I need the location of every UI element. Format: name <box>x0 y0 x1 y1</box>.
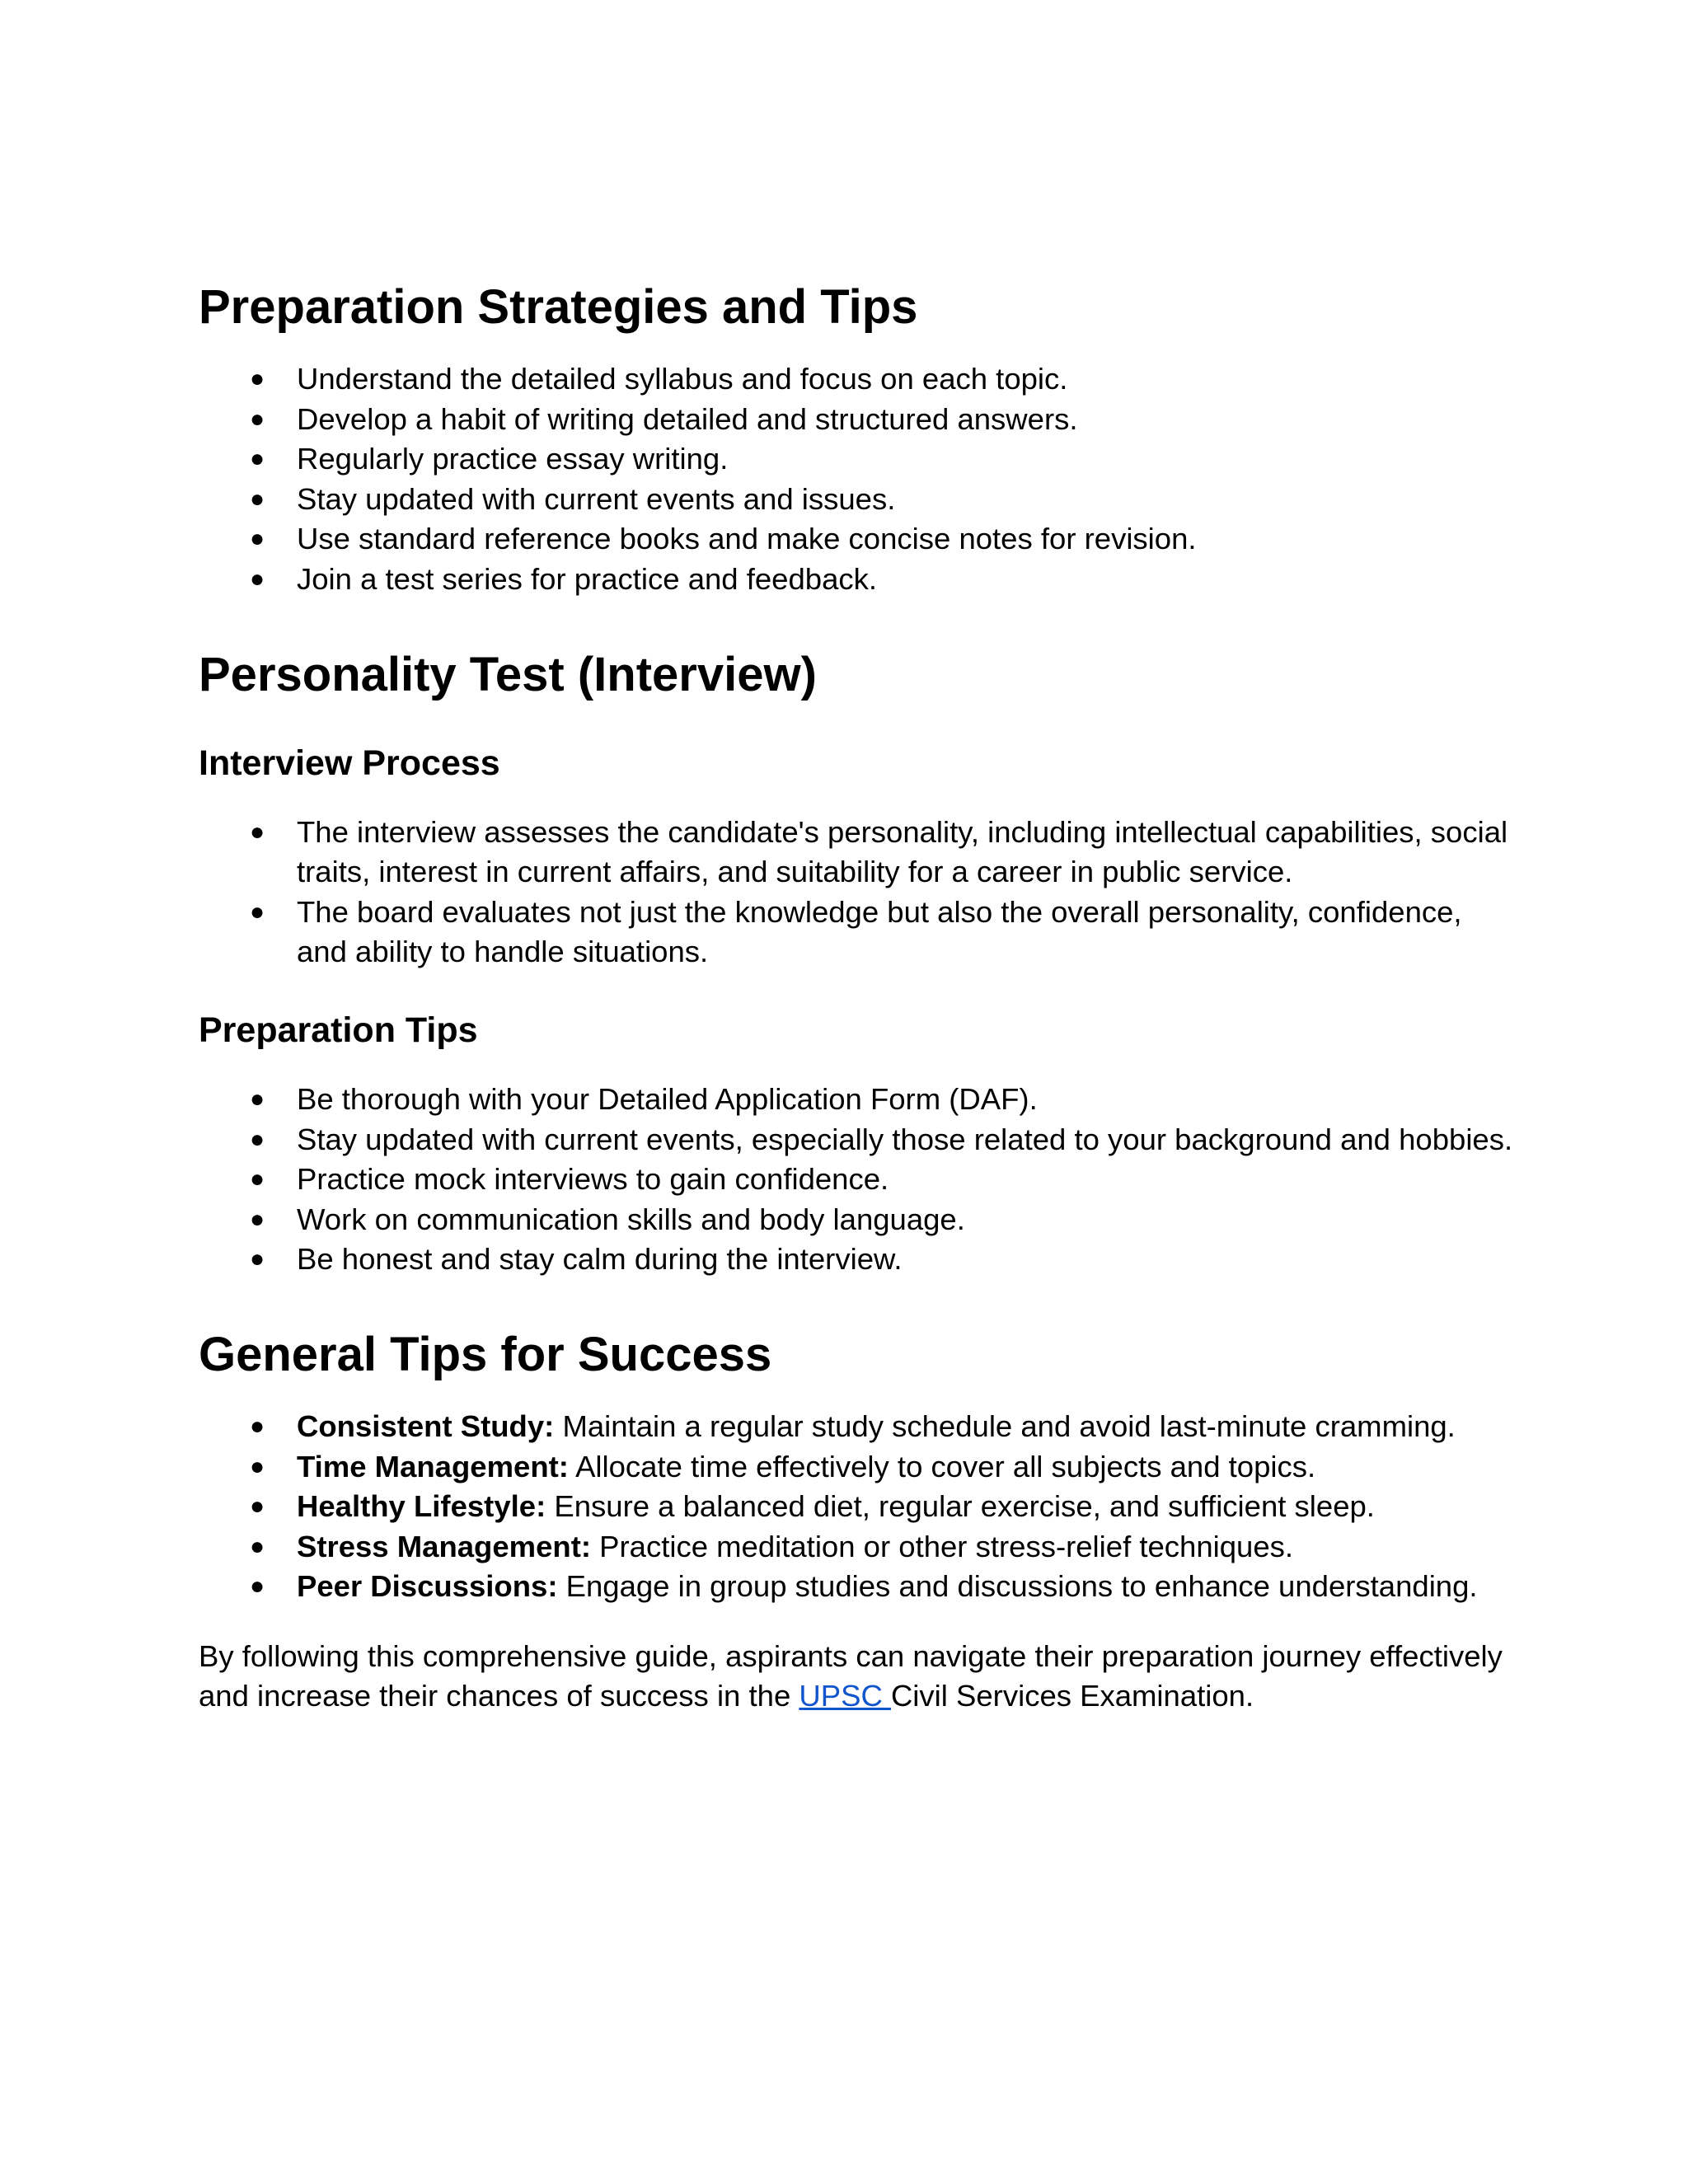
bullet-icon: ● <box>250 1572 265 1601</box>
bullet-icon: ● <box>250 1085 265 1113</box>
conclusion-paragraph: By following this comprehensive guide, aspirants can navigate their preparation journey effectively and increase their chances of success in the UPSC Civil Services Examination. <box>199 1638 1503 1713</box>
tip-label: Time Management: <box>297 1449 569 1483</box>
tip-label: Stress Management: <box>297 1529 591 1563</box>
list-item <box>199 1407 1517 1447</box>
bullet-icon: ● <box>250 818 265 846</box>
bullet-icon: ● <box>250 1165 265 1193</box>
list-item: ● Understand the detailed syllabus and focus on each topic. <box>199 359 1517 400</box>
interview-process-list <box>199 813 1517 972</box>
tip-label: Consistent Study: <box>297 1408 555 1443</box>
strategies-list <box>199 359 1517 600</box>
subheading-preparation-tips: Preparation Tips <box>199 1010 478 1050</box>
list-item: ● Use standard reference books and make concise notes for revision. <box>199 519 1517 560</box>
bullet-icon: ● <box>250 485 265 513</box>
bullet-icon: ● <box>250 365 265 392</box>
bullet-icon: ● <box>250 1245 265 1273</box>
preparation-tips-list <box>199 1080 1517 1280</box>
list-item <box>199 1527 1517 1568</box>
document-body <box>199 280 1517 1717</box>
tip-text: Ensure a balanced diet, regular exercise, and sufficient sleep. <box>546 1489 1375 1524</box>
list-item: ● Regularly practice essay writing. <box>199 439 1517 480</box>
subheading-interview-process: Interview Process <box>199 743 500 783</box>
list-item: ● Be thorough with your Detailed Application Form (DAF). <box>199 1080 1517 1120</box>
list-item: ● Join a test series for practice and feedback. <box>199 560 1517 600</box>
list-item <box>199 1567 1517 1607</box>
tip-text: Allocate time effectively to cover all subjects and topics. <box>568 1449 1316 1483</box>
list-item: ● Work on communication skills and body language. <box>199 1200 1517 1240</box>
bullet-icon: ● <box>250 1452 265 1480</box>
list-item: ● Stay updated with current events and issues. <box>199 480 1517 520</box>
bullet-icon: ● <box>250 525 265 553</box>
tip-label: Healthy Lifestyle: <box>297 1489 546 1524</box>
list-item <box>199 1487 1517 1527</box>
bullet-icon: ● <box>250 405 265 433</box>
bullet-icon: ● <box>250 1532 265 1560</box>
list-item <box>199 1447 1517 1488</box>
tip-text: Practice meditation or other stress-relief techniques. <box>591 1529 1294 1563</box>
list-item: ● Develop a habit of writing detailed and structured answers. <box>199 400 1517 440</box>
general-tips-list <box>199 1407 1517 1607</box>
list-item: ● Be honest and stay calm during the interview. <box>199 1240 1517 1280</box>
heading-general-tips: General Tips for Success <box>199 1327 772 1381</box>
upsc-link[interactable]: UPSC <box>799 1679 891 1713</box>
list-item: ● The board evaluates not just the knowledge but also the overall personality, confidence, and ability to handle situations. <box>199 893 1517 972</box>
list-item: ● The interview assesses the candidate's personality, including intellectual capabilities, social traits, interest in current affairs, and suitability for a career in public service. <box>199 813 1517 893</box>
heading-personality-test: Personality Test (Interview) <box>199 647 817 701</box>
bullet-icon: ● <box>250 898 265 926</box>
bullet-icon: ● <box>250 1125 265 1153</box>
bullet-icon: ● <box>250 1412 265 1440</box>
list-item: ● Practice mock interviews to gain confidence. <box>199 1160 1517 1200</box>
bullet-icon: ● <box>250 1205 265 1233</box>
list-item: ● Stay updated with current events, especially those related to your background and hobbies. <box>199 1120 1517 1160</box>
tip-label: Peer Discussions: <box>297 1569 558 1604</box>
bullet-icon: ● <box>250 445 265 473</box>
bullet-icon: ● <box>250 565 265 593</box>
tip-text: Maintain a regular study schedule and avoid last-minute cramming. <box>554 1408 1456 1443</box>
heading-preparation-strategies: Preparation Strategies and Tips <box>199 280 918 334</box>
tip-text: Engage in group studies and discussions to enhance understanding. <box>557 1569 1478 1604</box>
bullet-icon: ● <box>250 1493 265 1521</box>
